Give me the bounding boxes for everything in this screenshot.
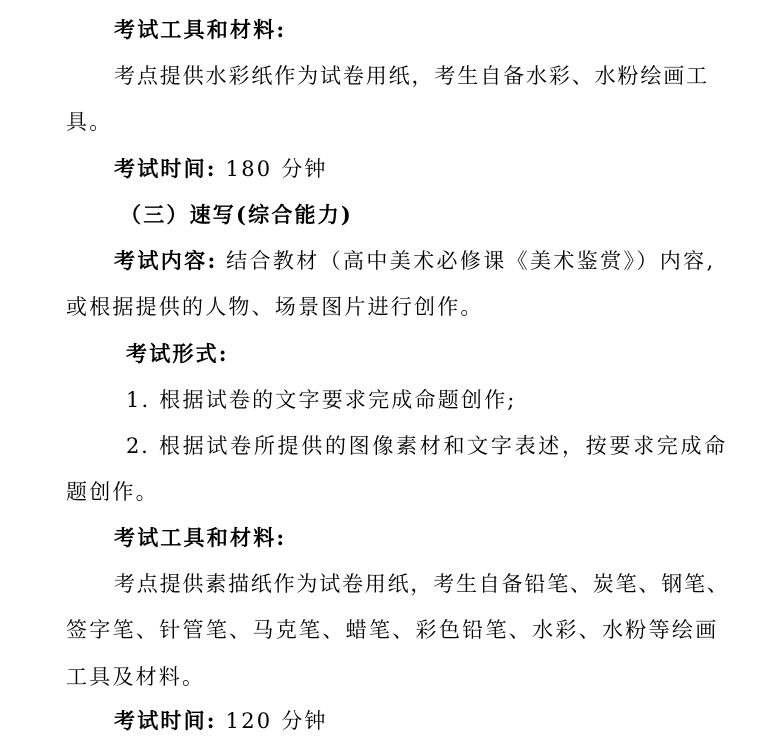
- section-2-content-label: 考试内容:: [114, 248, 218, 273]
- section-2-tools-label: 考试工具和材料:: [114, 525, 287, 550]
- section-2-content-line-2: 或根据提供的人物、场景图片进行创作。: [66, 295, 484, 319]
- section-2-time-line: [114, 706, 328, 736]
- section-2-content-text-1: 结合教材（高中美术必修课《美术鉴赏》）内容,: [217, 249, 715, 273]
- section-heading-sketch: （三）速写(综合能力): [120, 202, 354, 227]
- section-1-tools-text-line-2: 具。: [66, 110, 113, 134]
- section-2-tools-text-line-2: 签字笔、针管笔、马克笔、蜡笔、彩色铅笔、水彩、水粉等绘画: [66, 618, 718, 642]
- section-2-form-item-1: 1. 根据试卷的文字要求完成命题创作;: [126, 388, 517, 412]
- section-2-form-item-2-line-1: 2. 根据试卷所提供的图像素材和文字表述，按要求完成命: [126, 434, 727, 458]
- section-2-tools-text-line-3: 工具及材料。: [66, 665, 206, 689]
- section-2-time-label: 考试时间:: [114, 708, 217, 733]
- section-2-form-label: 考试形式:: [126, 341, 229, 366]
- section-1-time-value: 180 分钟: [216, 157, 328, 181]
- section-1-time-label: 考试时间:: [114, 156, 217, 181]
- section-1-tools-label: 考试工具和材料:: [114, 17, 287, 42]
- section-1-time-line: [114, 154, 328, 184]
- section-2-time-value: 120 分钟: [216, 709, 328, 733]
- section-2-content-line-1: [114, 246, 715, 276]
- section-1-tools-text-line-1: 考点提供水彩纸作为试卷用纸，考生自备水彩、水粉绘画工: [114, 64, 709, 88]
- section-2-tools-text-line-1: 考点提供素描纸作为试卷用纸，考生自备铅笔、炭笔、钢笔、: [114, 572, 730, 596]
- section-2-form-item-2-line-2: 题创作。: [66, 480, 159, 504]
